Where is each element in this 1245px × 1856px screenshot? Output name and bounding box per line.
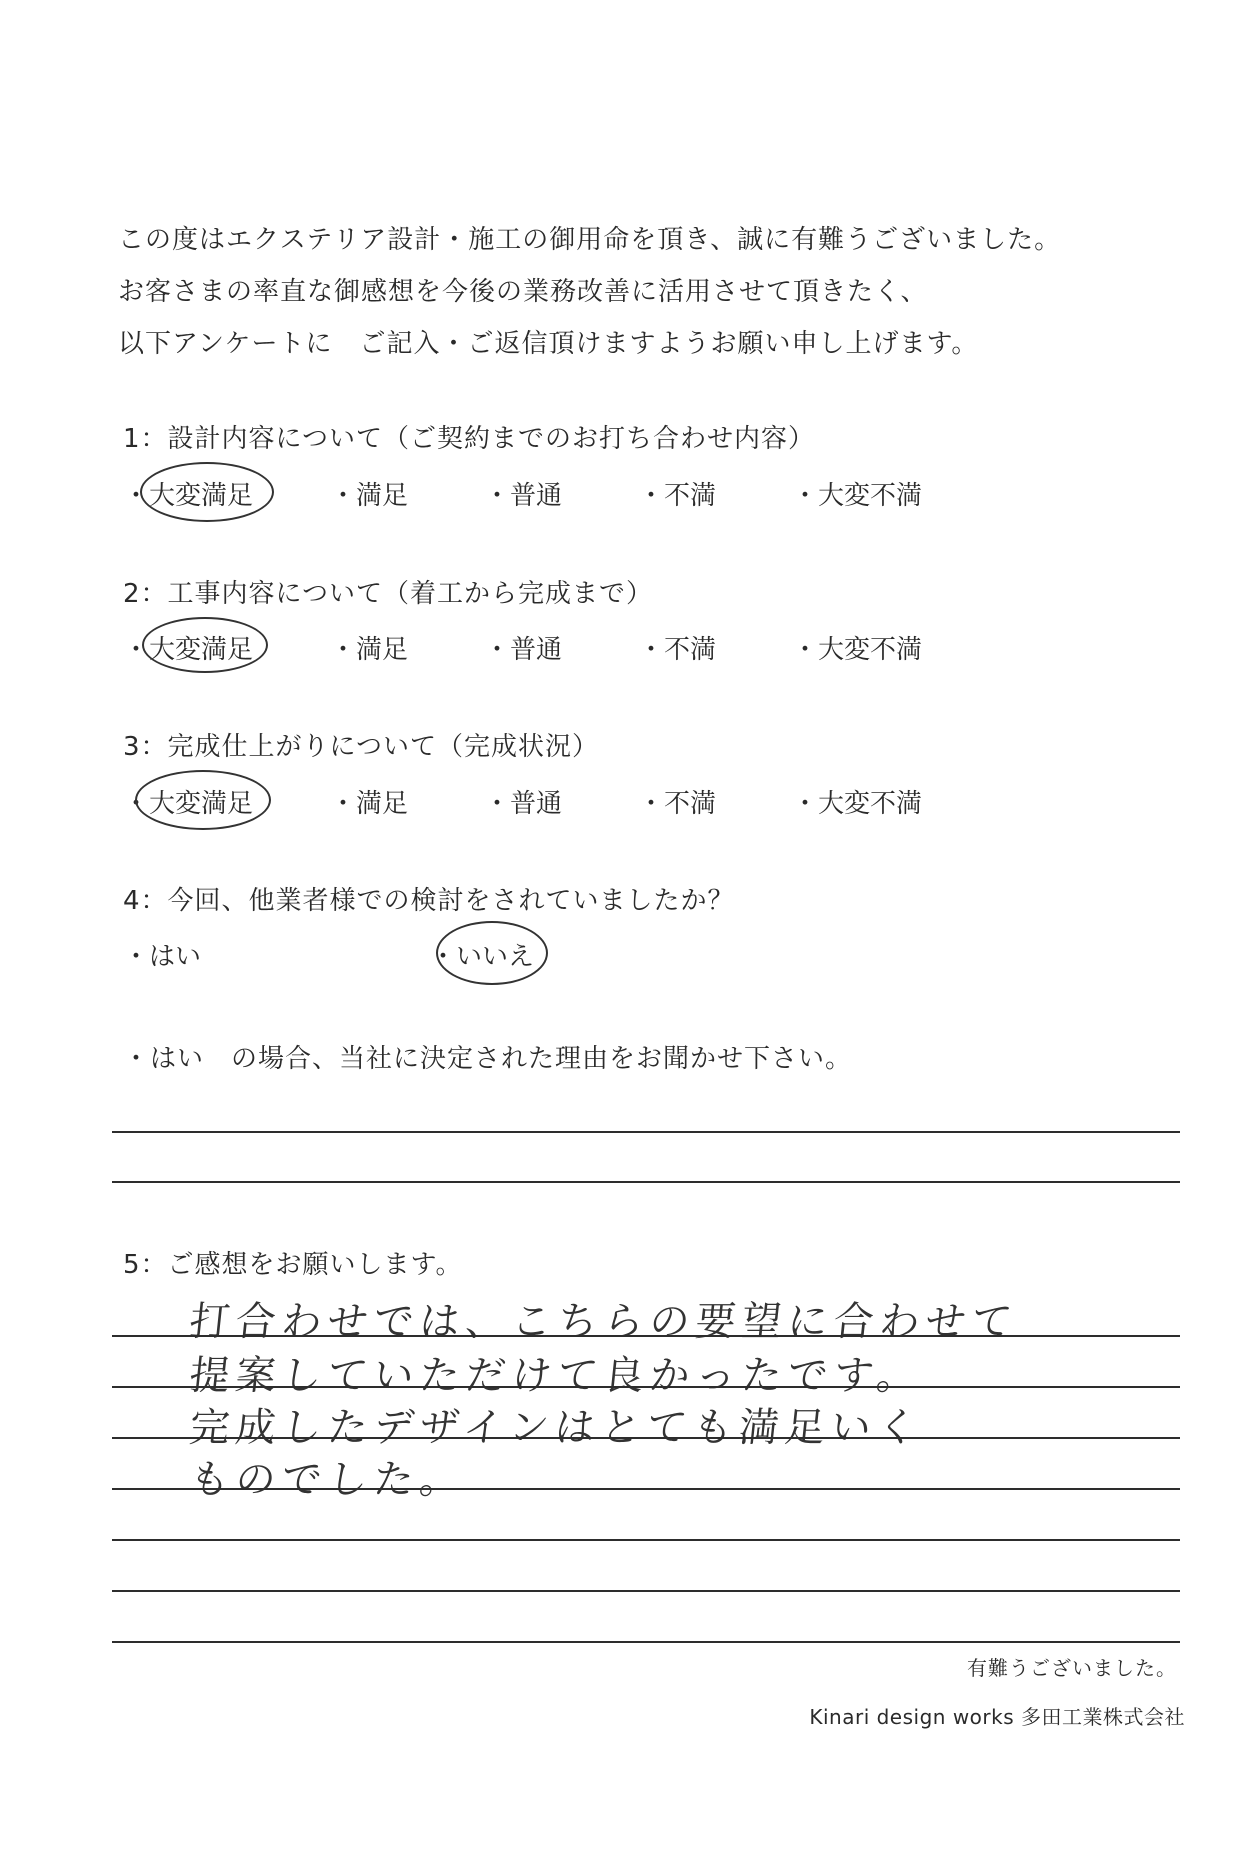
q3-option-dissatisfied[interactable]: ・不満 [638,789,717,819]
q2-option-dissatisfied[interactable]: ・不満 [638,635,717,665]
question-3: 3：完成仕上がりについて（完成状況） [123,732,600,762]
q2-option-satisfied[interactable]: ・満足 [330,635,409,665]
q2-option-very-dissatisfied[interactable]: ・大変不満 [792,635,923,665]
q2-option-normal[interactable]: ・普通 [484,635,563,665]
reason-prompt: ・はい の場合、当社に決定された理由をお聞かせ下さい。 [123,1044,853,1074]
intro-line: お客さまの率直な御感想を今後の業務改善に活用させて頂きたく、 [118,277,928,307]
comment-line[interactable] [112,1539,1180,1541]
comment-line[interactable] [112,1386,1180,1388]
q3-selection-circle [135,770,271,830]
q1-option-dissatisfied[interactable]: ・不満 [638,481,717,511]
comment-line[interactable] [112,1437,1180,1439]
q2-option-very-satisfied[interactable]: ・大変満足 [123,635,254,665]
q3-option-satisfied[interactable]: ・満足 [330,789,409,819]
q3-option-very-dissatisfied[interactable]: ・大変不満 [792,789,923,819]
closing-thanks: 有難うございました。 [967,1656,1177,1680]
q4-selection-circle [436,921,548,985]
question-4: 4：今回、他業者様での検討をされていましたか？ [123,886,735,916]
question-1: 1：設計内容について（ご契約までのお打ち合わせ内容） [123,424,816,454]
q1-option-satisfied[interactable]: ・満足 [330,481,409,511]
question-5: 5：ご感想をお願いします。 [123,1250,463,1280]
reason-line[interactable] [112,1181,1180,1183]
handwritten-comment-line: 完成したデザインはとても満足いく [187,1405,926,1451]
handwritten-comment-line: ものでした。 [187,1457,469,1503]
q1-selection-circle [140,462,274,522]
q1-option-very-dissatisfied[interactable]: ・大変不満 [792,481,923,511]
handwritten-comment-line: 打合わせでは、こちらの要望に合わせて [187,1299,1021,1345]
company-name: Kinari design works 多田工業株式会社 [809,1705,1185,1729]
q1-option-very-satisfied[interactable]: ・大変満足 [123,481,254,511]
comment-line[interactable] [112,1641,1180,1643]
intro-text [118,214,1061,370]
comment-line[interactable] [112,1488,1180,1490]
comment-line[interactable] [112,1590,1180,1592]
comment-line[interactable] [112,1335,1180,1337]
question-2: 2：工事内容について（着工から完成まで） [123,579,654,609]
q3-option-normal[interactable]: ・普通 [484,789,563,819]
handwritten-comment-line: 提案していただけて良かったです。 [187,1353,925,1399]
q3-option-very-satisfied[interactable]: ・大変満足 [123,789,254,819]
q4-option-yes[interactable]: ・はい [123,942,202,972]
intro-line: この度はエクステリア設計・施工の御用命を頂き、誠に有難うございました。 [118,225,1062,255]
q2-selection-circle [142,617,268,673]
q4-option-no[interactable]: ・いいえ [430,942,535,972]
q1-option-normal[interactable]: ・普通 [484,481,563,511]
reason-line[interactable] [112,1131,1180,1133]
intro-line: 以下アンケートに ご記入・ご返信頂けますようお願い申し上げます。 [118,329,979,359]
